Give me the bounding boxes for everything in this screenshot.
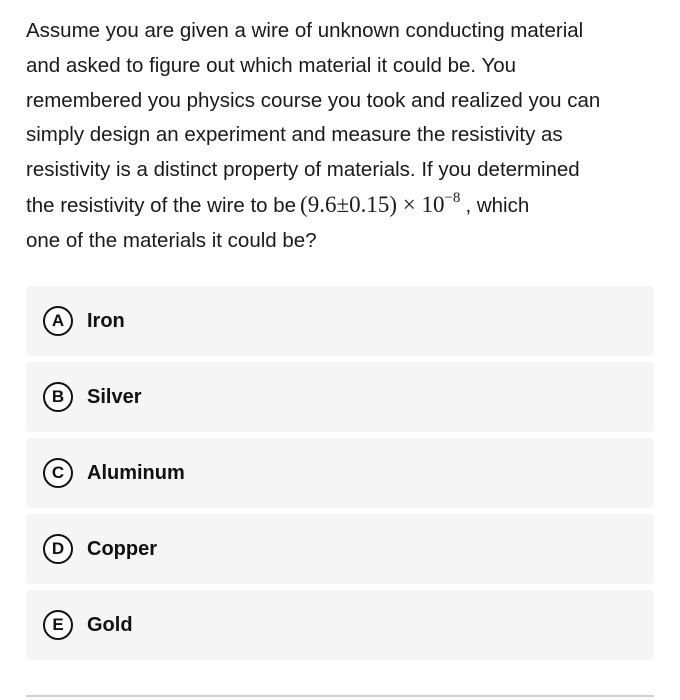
option-label: Silver xyxy=(87,385,142,408)
question-line-with-math xyxy=(26,188,656,224)
question-line: and asked to figure out which material it could be. You xyxy=(26,53,517,77)
question-text-after-math: , which xyxy=(465,193,530,217)
option-letter-badge: B xyxy=(43,382,73,412)
question-text-before-math: the resistivity of the wire to be xyxy=(26,193,297,217)
resistivity-exponent: −8 xyxy=(444,189,461,206)
option-b[interactable] xyxy=(26,362,654,432)
question-line: resistivity is a distinct property of materials. If you determined xyxy=(26,158,580,182)
option-label: Gold xyxy=(87,613,133,636)
question-line: Assume you are given a wire of unknown conducting material xyxy=(26,19,584,42)
question-text xyxy=(26,14,656,259)
option-letter-badge: C xyxy=(43,458,73,488)
divider xyxy=(26,695,654,697)
option-d[interactable] xyxy=(26,514,654,584)
question-line: simply design an experiment and measure the resistivity as xyxy=(26,123,563,147)
option-c[interactable] xyxy=(26,438,654,508)
option-letter-badge: D xyxy=(43,534,73,564)
option-a[interactable] xyxy=(26,286,654,356)
question-line: remembered you physics course you took and realized you can xyxy=(26,88,601,112)
option-e[interactable] xyxy=(26,590,654,660)
question-line: one of the materials it could be? xyxy=(26,228,317,252)
option-label: Aluminum xyxy=(87,461,185,484)
option-letter-badge: A xyxy=(43,306,73,336)
option-label: Iron xyxy=(87,309,125,332)
option-label: Copper xyxy=(87,537,157,560)
answer-options xyxy=(26,286,654,666)
option-letter-badge: E xyxy=(43,610,73,640)
resistivity-value: (9.6±0.15) × 10 xyxy=(300,191,445,217)
resistivity-expression xyxy=(300,189,461,217)
